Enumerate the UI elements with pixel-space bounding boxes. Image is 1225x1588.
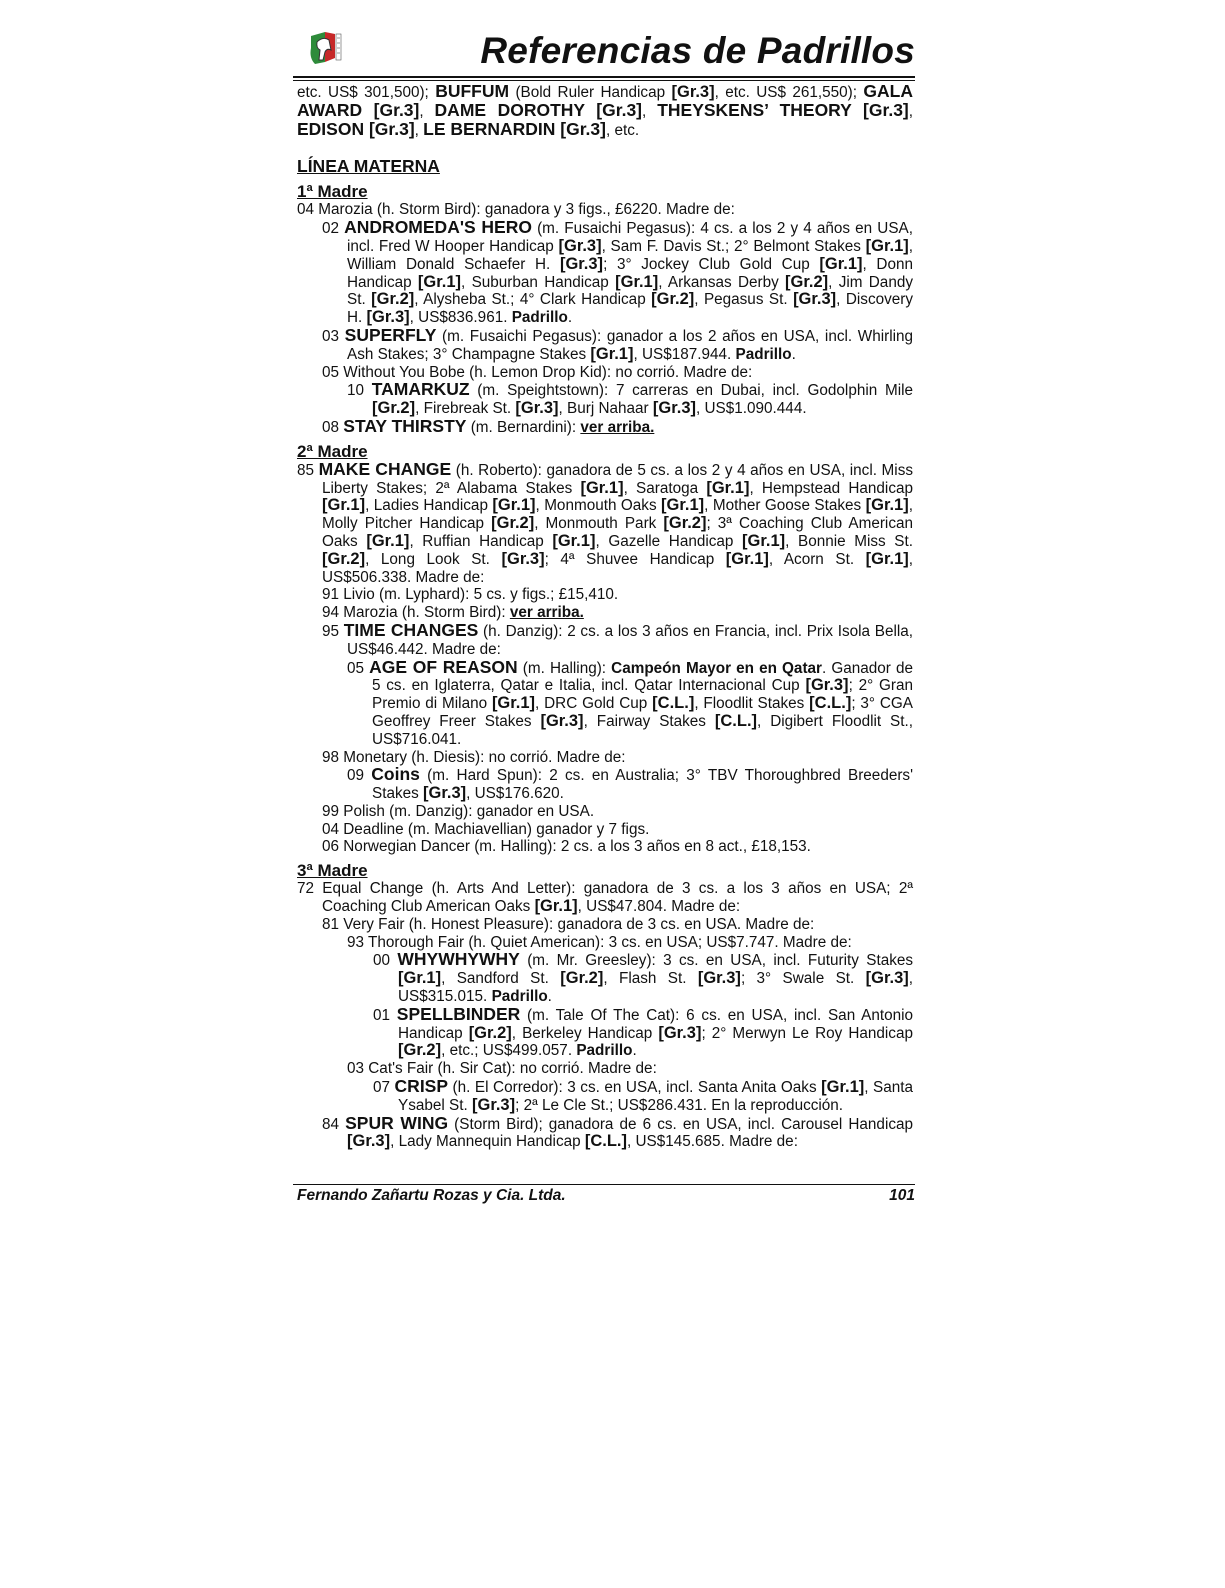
text-run: , Hempstead Handicap <box>749 479 913 497</box>
horse-head-logo-icon <box>305 28 345 68</box>
text-run: 08 <box>322 418 344 436</box>
text-run: , Mother Goose Stakes <box>704 497 866 515</box>
text-run: , Bonnie Miss St. <box>785 532 914 550</box>
horse-name: TIME CHANGES <box>343 619 479 640</box>
text-run: ; 2° Gran Premio di Milano <box>372 677 914 713</box>
text-run: (m. Halling): <box>517 659 612 677</box>
grade-badge: [Gr.1] <box>590 344 634 363</box>
text-run: ; 4ª Shuvee Handicap <box>544 550 726 568</box>
text-run: , Saratoga <box>623 479 707 497</box>
grade-badge: [Gr.1] <box>615 272 659 291</box>
cross-reference: ver arriba. <box>580 418 655 436</box>
text-run: 72 Equal Change (h. Arts And Letter): ganadora de 3 cs. a los 3 años en USA; 2ª Coaching Club American Oaks <box>297 880 913 916</box>
text-run: . Ganador de 5 cs. en Iglaterra, Qatar e Italia, incl. Qatar Internacional Cup <box>372 659 913 695</box>
grade-badge: [Gr.2] <box>372 399 416 418</box>
text-run: 00 <box>373 952 398 970</box>
document-body <box>297 83 913 1151</box>
grade-badge: [Gr.1] <box>322 496 366 515</box>
horse-name: Coins <box>371 764 420 785</box>
footer-rule <box>293 1184 915 1185</box>
grade-badge: [Gr.3] <box>423 784 467 803</box>
text-run: 05 <box>347 659 370 677</box>
list-item: 06 Norwegian Dancer (m. Halling): 2 cs. a los 3 años en 8 act., £18,153. <box>322 838 811 856</box>
list-item: 98 Monetary (h. Diesis): no corrió. Madre de: <box>322 748 626 766</box>
text-run: 84 <box>322 1115 346 1133</box>
grade-badge: [Gr.3] <box>697 969 741 988</box>
grade-badge: [Gr.1] <box>491 694 536 713</box>
text-run: , Pegasus St. <box>694 291 794 309</box>
text-run: . <box>791 345 796 363</box>
footer-company: Fernando Zañartu Rozas y Cia. Ltda. <box>297 1187 566 1204</box>
text-run: , Donn Handicap <box>347 255 913 291</box>
text-run: , US$145.685. Madre de: <box>627 1133 798 1151</box>
horse-name: MAKE CHANGE <box>318 458 452 479</box>
grade-badge: [Gr.1] <box>398 969 442 988</box>
text-run: , Monmouth Oaks <box>535 497 662 515</box>
text-run: 02 <box>322 220 345 238</box>
text-run: 03 <box>322 327 345 345</box>
grade-badge: [Gr.3] <box>652 399 697 418</box>
grade-badge: [Gr.1] <box>366 531 410 550</box>
grade-badge: [Gr.1] <box>819 254 863 273</box>
list-item <box>297 880 913 916</box>
text-run: ; 3° Jockey Club Gold Cup <box>603 255 820 273</box>
text-run: 07 <box>373 1079 395 1097</box>
text-run: , Arkansas Derby <box>658 273 786 291</box>
grade-badge: [Gr.1] <box>661 496 705 515</box>
text-run: Padrillo <box>735 345 792 363</box>
intro-paragraph <box>297 83 913 139</box>
section-title: LÍNEA MATERNA <box>297 156 440 177</box>
horse-name: SPUR WING <box>345 1112 449 1133</box>
text-run: , Alysheba St.; 4° Clark Handicap <box>414 291 652 309</box>
grade-badge: [Gr.1] <box>492 496 536 515</box>
grade-badge: [Gr.1] <box>821 1078 865 1097</box>
text-run: , Flash St. <box>603 970 698 988</box>
text-run: (Storm Bird); ganadora de 6 cs. en USA, incl. Carousel Handicap <box>448 1115 914 1133</box>
grade-badge: [Gr.2] <box>371 290 415 309</box>
text-run: Padrillo <box>576 1042 633 1060</box>
text-run: , <box>642 102 658 120</box>
grade-badge: [Gr.3] <box>540 711 584 730</box>
grade-badge: [Gr.3] <box>658 1023 702 1042</box>
text-run: . <box>632 1042 637 1060</box>
grade-badge: [C.L.] <box>809 694 852 713</box>
header-rule <box>293 76 915 78</box>
text-run: (h. Roberto): ganadora de 5 cs. a los 2 y 4 años en USA, incl. Miss Liberty Stakes; 2ª Alabama Stakes <box>322 461 913 497</box>
madre-heading: 2ª Madre <box>297 441 368 461</box>
text-run: (m. Mr. Greesley): 3 cs. en USA, incl. Futurity Stakes <box>519 952 914 970</box>
list-item: 81 Very Fair (h. Honest Pleasure): ganadora de 3 cs. en USA. Madre de: <box>322 915 815 933</box>
grade-badge: [Gr.1] <box>742 531 786 550</box>
text-run: , Discovery H. <box>347 291 914 327</box>
list-item <box>297 951 913 1005</box>
text-run: , US$1.090.444. <box>696 400 807 418</box>
header-rule-thin <box>293 80 915 81</box>
horse-name: LE BERNARDIN [Gr.3] <box>423 118 606 139</box>
text-run: , etc. US$ 261,550); <box>714 84 864 101</box>
text-run: 95 <box>322 622 344 640</box>
grade-badge: [Gr.2] <box>651 290 695 309</box>
grade-badge: [Gr.1] <box>417 272 462 291</box>
text-run: , Berkeley Handicap <box>511 1024 659 1042</box>
text-run: , Sam F. Davis St.; 2° Belmont Stakes <box>601 237 866 255</box>
list-item: 03 Cat's Fair (h. Sir Cat): no corrió. Madre de: <box>347 1060 657 1078</box>
text-run: (m. Fusaichi Pegasus): 4 cs. a los 2 y 4 años en USA, incl. Fred W Hooper Handicap <box>347 220 914 255</box>
list-item <box>297 324 914 364</box>
text-run: , Digibert Floodlit St., US$716.041. <box>372 712 914 748</box>
list-item <box>297 1112 914 1152</box>
grade-badge: [Gr.3] <box>793 290 837 309</box>
horse-name: STAY THIRSTY <box>343 415 467 436</box>
horse-name: WHYWHYWHY <box>397 949 520 970</box>
list-item <box>297 1003 914 1060</box>
text-run: . <box>567 309 573 327</box>
grade-badge: [Gr.3] <box>558 236 602 255</box>
text-run: , <box>908 102 914 120</box>
grade-badge: [Gr.1] <box>865 549 909 568</box>
text-run: (m. Speightstown): 7 carreras en Dubai, incl. Godolphin Mile <box>469 382 913 400</box>
list-item <box>297 381 913 418</box>
horse-name: GALA AWARD [Gr.3] <box>297 81 913 120</box>
grade-badge: [Gr.3] <box>805 676 849 695</box>
horse-name: BUFFUM <box>435 81 510 101</box>
text-run: (Bold Ruler Handicap <box>509 84 672 101</box>
list-item: 04 Marozia (h. Storm Bird): ganadora y 3 figs., £6220. Madre de: <box>297 201 735 219</box>
text-run: 85 <box>297 461 319 479</box>
horse-name: ANDROMEDA'S HERO <box>344 217 532 238</box>
list-item: 99 Polish (m. Danzig): ganador en USA. <box>322 802 595 820</box>
text-run: etc. US$ 301,500); <box>297 84 436 101</box>
text-run: , <box>414 121 424 139</box>
list-item <box>297 1078 913 1115</box>
text-run: , Fairway Stakes <box>583 712 715 730</box>
text-run: , US$506.338. Madre de: <box>322 550 913 586</box>
text-run: (m. Hard Spun): 2 cs. en Australia; 3° TBV Thoroughbred Breeders' Stakes <box>372 767 913 803</box>
text-run: , Long Look St. <box>365 550 502 568</box>
list-item: 04 Deadline (m. Machiavellian) ganador y 7 figs. <box>322 820 650 838</box>
grade-badge: [Gr.2] <box>663 514 707 533</box>
grade-badge: [Gr.1] <box>552 531 596 550</box>
text-run: 01 <box>373 1006 397 1024</box>
text-run: ; 2ª Le Cle St.; US$286.431. En la reproducción. <box>515 1096 844 1114</box>
cross-reference: ver arriba. <box>509 604 584 622</box>
grade-badge: [Gr.1] <box>706 478 750 497</box>
horse-name: CRISP <box>394 1076 449 1097</box>
grade-badge: [Gr.3] <box>559 254 604 273</box>
text-run: (m. Fusaichi Pegasus): ganador a los 2 años en USA, incl. Whirling Ash Stakes; 3° Champagne Stakes <box>347 327 914 363</box>
list-item: 91 Livio (m. Lyphard): 5 cs. y figs.; £15,410. <box>322 586 619 604</box>
text-run: , DRC Gold Cup <box>535 695 653 713</box>
text-run: , Burj Nahaar <box>558 400 653 418</box>
list-item <box>297 619 914 659</box>
horse-name: AGE OF REASON <box>369 656 518 677</box>
horse-name: THEYSKENS’ THEORY [Gr.3] <box>657 99 909 120</box>
grade-badge: [Gr.1] <box>725 549 769 568</box>
madre-heading: 3ª Madre <box>297 861 368 881</box>
text-run: Padrillo <box>511 309 568 327</box>
text-run: , Sandford St. <box>441 970 561 988</box>
grade-badge: [C.L.] <box>652 694 695 713</box>
list-item: 05 Without You Bobe (h. Lemon Drop Kid): no corrió. Madre de: <box>322 363 753 381</box>
grade-badge: [Gr.3] <box>471 1095 516 1114</box>
list-item <box>297 656 914 749</box>
text-run: , Floodlit Stakes <box>694 695 810 713</box>
grade-badge: [Gr.1] <box>865 236 909 255</box>
grade-badge: [Gr.3] <box>865 969 909 988</box>
text-run: , US$187.944. <box>633 345 736 363</box>
list-item: 93 Thorough Fair (h. Quiet American): 3 cs. en USA; US$7.747. Madre de: <box>347 933 852 951</box>
horse-name: TAMARKUZ <box>371 379 470 400</box>
text-run: ; 3ª Coaching Club American Oaks <box>322 515 913 550</box>
text-run: , US$836.961. <box>409 309 512 327</box>
text-run: , Lady Mannequin Handicap <box>390 1133 585 1151</box>
grade-badge: [Gr.1] <box>865 496 909 515</box>
text-run: , Gazelle Handicap <box>595 532 743 550</box>
horse-name: DAME DOROTHY [Gr.3] <box>434 99 643 120</box>
madre-heading: 1ª Madre <box>297 182 368 202</box>
grade-badge: [Gr.3] <box>501 549 545 568</box>
grade-badge: [Gr.1] <box>534 897 578 916</box>
horse-name: SUPERFLY <box>344 324 437 345</box>
grade-badge: [Gr.3] <box>366 308 410 327</box>
grade-badge: [Gr.2] <box>398 1041 442 1060</box>
text-run: ; 3° Swale St. <box>740 970 866 988</box>
grade-badge: [C.L.] <box>584 1132 628 1151</box>
text-run: ; 3° CGA Geoffrey Freer Stakes <box>372 695 914 730</box>
text-run: , Suburban Handicap <box>461 273 616 291</box>
text-run: , etc. <box>605 121 640 139</box>
text-run: (h. El Corredor): 3 cs. en USA, incl. Santa Anita Oaks <box>448 1079 822 1097</box>
grade-badge: [Gr.2] <box>491 514 535 533</box>
list-item <box>297 219 913 327</box>
grade-badge: [Gr.3] <box>347 1132 391 1151</box>
list-item <box>297 458 914 587</box>
text-run: , US$176.620. <box>466 785 564 803</box>
grade-badge: [Gr.1] <box>580 478 624 497</box>
grade-badge: [Gr.2] <box>468 1023 512 1042</box>
text-run: , Monmouth Park <box>534 515 664 533</box>
text-run: , US$315.015. <box>398 970 913 1006</box>
text-run: , Acorn St. <box>768 550 866 568</box>
text-run: , William Donald Schaefer H. <box>347 237 913 273</box>
text-run: , US$47.804. Madre de: <box>577 898 741 916</box>
text-run: 09 <box>347 767 372 785</box>
horse-name: EDISON [Gr.3] <box>297 118 415 139</box>
text-run: , etc.; US$499.057. <box>441 1042 577 1060</box>
text-run: (m. Tale Of The Cat): 6 cs. en USA, incl. San Antonio Handicap <box>398 1006 914 1042</box>
text-run: , Molly Pitcher Handicap <box>322 497 913 533</box>
grade-badge: [Gr.2] <box>322 549 366 568</box>
text-run: (h. Danzig): 2 cs. a los 3 años en Francia, incl. Prix Isola Bella, US$46.442. Madre de: <box>347 622 914 658</box>
text-run: , <box>419 102 435 120</box>
text-run: 94 Marozia (h. Storm Bird): <box>322 604 510 622</box>
text-run: , Ladies Handicap <box>365 497 493 515</box>
text-run: ; 2° Merwyn Le Roy Handicap <box>701 1024 913 1042</box>
grade-badge: [Gr.3] <box>671 83 715 101</box>
text-run: Padrillo <box>491 988 548 1006</box>
list-item <box>297 766 913 803</box>
text-run: Campeón Mayor en en Qatar <box>611 659 822 677</box>
text-run: , Firebreak St. <box>415 400 516 418</box>
text-run: , Santa Ysabel St. <box>398 1079 913 1114</box>
text-run: , Jim Dandy St. <box>347 273 913 309</box>
text-run: (m. Bernardini): <box>466 418 581 436</box>
grade-badge: [Gr.2] <box>560 969 604 988</box>
page-title: Referencias de Padrillos <box>480 30 915 71</box>
horse-name: SPELLBINDER <box>396 1003 521 1024</box>
page-number: 101 <box>889 1187 915 1204</box>
grade-badge: [C.L.] <box>714 711 758 730</box>
list-item <box>297 415 913 437</box>
text-run: . <box>547 988 552 1006</box>
grade-badge: [Gr.3] <box>515 399 559 418</box>
text-run: , Ruffian Handicap <box>409 532 553 550</box>
grade-badge: [Gr.2] <box>785 272 829 291</box>
text-run: 10 <box>347 382 372 400</box>
